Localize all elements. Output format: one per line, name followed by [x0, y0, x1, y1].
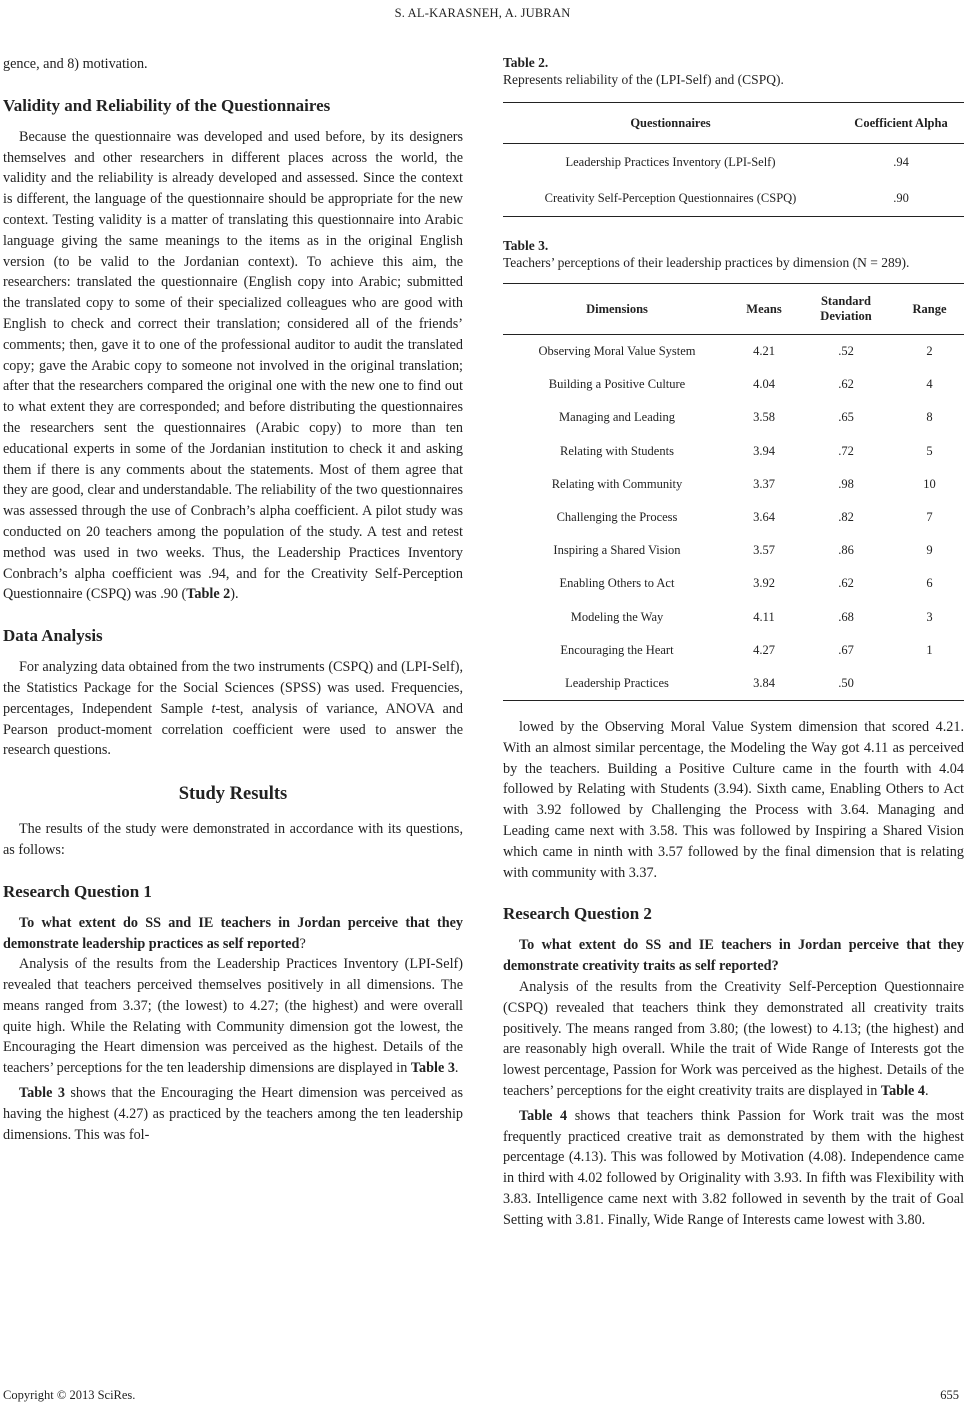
rq2-question-text: To what extent do SS and IE teachers in Jordan perceive that they demonstrate creativity traits as self reported?: [503, 937, 964, 975]
rq2-paragraph-1: [503, 977, 964, 1102]
table-row: [503, 401, 964, 434]
validity-paragraph: [3, 127, 463, 605]
table3-cell: .72: [838, 443, 854, 458]
table3-cell: Inspiring a Shared Vision: [553, 543, 681, 558]
table3-body: [503, 335, 964, 701]
table3-cell: Challenging the Process: [556, 510, 678, 525]
table3-cell: 3.64: [753, 510, 775, 525]
table2-cell: .94: [893, 154, 909, 169]
table3-cell: 3.37: [753, 476, 775, 491]
table3-cell: Leadership Practices: [565, 675, 669, 690]
table-row: [503, 667, 964, 701]
table3-cell: 6: [926, 576, 933, 591]
intro-end: gence, and 8) motivation.: [3, 56, 148, 72]
table3-cell: 3: [926, 609, 933, 624]
rq2-question: [503, 935, 964, 977]
table4-ref-link-2[interactable]: Table 4: [519, 1107, 568, 1124]
rq1-question-mark: ?: [299, 935, 306, 952]
table3-cell: 4.11: [753, 609, 775, 624]
table3-cell: .98: [838, 476, 854, 491]
rq1-paragraph-2: [3, 1083, 463, 1145]
table3-cell: Relating with Students: [560, 443, 674, 458]
table3-header: Dimensions: [586, 301, 648, 316]
table2-label: Table 2.: [503, 55, 549, 70]
rq1-continuation: lowed by the Observing Moral Value System dimension that scored 4.21. With an almost similar percentage, the Modeling the Way got 4.11 as perceived by the teachers. Building a Positive Culture came in the fourth with 4.04 followed by Relating with Students (3.94). Sixth came, Enabling Others to Act with 3.92 followed by Challenging the Process with 3.64. Managing and Leading came next with 3.58. This was followed by Inspiring a Shared Vision which came in ninth with 3.57 followed by the final dimension that is relating with community with 3.37.: [503, 719, 964, 881]
rq2-p2-text: shows that teachers think Passion for Work trait was the most frequently practiced creative trait as demonstrated by them with the highest percentage (4.13). This was followed by Motivation (4.08). Independence came in third with 4.02 followed by Originality with 3.93. In fifth was Flexibility with 3.83. Intelligence came next with 3.82 followed in seventh by the trait of Goal Setting with 3.81. Finally, Wide Range of Interests came lowest with 3.80.: [503, 1107, 965, 1228]
rq1-paragraph-1: [3, 954, 463, 1079]
analysis-heading: Data Analysis: [3, 626, 103, 646]
table3-cell: 3.57: [753, 543, 775, 558]
validity-heading: Validity and Reliability of the Questionnaires: [3, 95, 331, 115]
table-row: [503, 501, 964, 534]
analysis-body-b: -test, analysis of variance, ANOVA and Pearson product-moment correlation coefficient were used to answer the research questions.: [3, 700, 463, 759]
table-row: [503, 567, 964, 600]
table3-cell: Enabling Others to Act: [559, 576, 675, 591]
table3-cell: Observing Moral Value System: [538, 344, 696, 359]
rq1-question: [3, 913, 463, 955]
table3-cell: 5: [926, 443, 933, 458]
left-column: [3, 46, 463, 1145]
table3-cell: 3.58: [753, 410, 775, 425]
table3-cell: 1: [926, 642, 933, 657]
table3-cell: 2: [926, 344, 933, 359]
table3-cell: 4.04: [753, 377, 775, 392]
table-row: [503, 368, 964, 401]
table3-cell: Relating with Community: [551, 476, 683, 491]
rq1-question-text: To what extent do SS and IE teachers in Jordan perceive that they demonstrate leadership practices as self reported: [3, 914, 463, 952]
table3-cell: [895, 667, 964, 701]
table3-cell: 8: [926, 410, 933, 425]
table-row: [503, 144, 964, 181]
table-row: [503, 634, 964, 667]
rq1-p2-text: shows that the Encouraging the Heart dimension was perceived as having the highest (4.27) as practiced by the teachers among the ten leadership dimensions. This was fol-: [3, 1085, 463, 1143]
table3-cell: .82: [838, 510, 854, 525]
table3: [503, 283, 964, 701]
table3-cell: Modeling the Way: [570, 609, 664, 624]
footer-page-number: 655: [940, 1388, 959, 1402]
table3-header: Means: [746, 301, 782, 316]
table3-header: Standard Deviation: [820, 294, 872, 323]
rq2-paragraph-2: [503, 1106, 964, 1231]
table3-cell: .67: [838, 642, 854, 657]
table3-ref-link-2[interactable]: Table 3: [19, 1085, 65, 1102]
results-heading: Study Results: [178, 784, 288, 805]
analysis-paragraph: [3, 657, 463, 761]
table3-cell: 9: [926, 543, 933, 558]
table3-cell: 3.92: [753, 576, 775, 591]
table4-ref-link[interactable]: Table 4: [880, 1083, 925, 1100]
table3-ref-link[interactable]: Table 3: [410, 1060, 455, 1077]
table-row: [503, 468, 964, 501]
table3-cell: .86: [838, 543, 854, 558]
analysis-body-a: For analyzing data obtained from the two instruments (CSPQ) and (LPI-Self), the Statistics Package for the Social Sciences (SPSS) was used. Frequencies, percentages, Independent Sample: [3, 659, 463, 717]
table3-cell: Building a Positive Culture: [548, 377, 686, 392]
table3-cell: .62: [838, 576, 854, 591]
table-row: [503, 180, 964, 217]
running-head: S. AL-KARASNEH, A. JUBRAN: [394, 6, 571, 20]
rq2-heading: Research Question 2: [503, 904, 652, 924]
rq2-p1-text: Analysis of the results from the Creativity Self-Perception Questionnaire (CSPQ) revealed that teachers think they demonstrated all creativity traits positively. The means ranged from 3.80; (the lowest) to 4.13; (the highest) and are reasonably high overall. While the trait of Wide Range of Interests got the lowest percentage, Passion for Work was perceived as the highest. Details of the teachers’ perceptions for the eight creativity traits are displayed in: [503, 979, 964, 1100]
rq1-p1-end: .: [454, 1060, 459, 1077]
footer-copyright: Copyright © 2013 SciRes.: [3, 1388, 136, 1402]
table3-cell: 3.84: [753, 675, 775, 690]
results-paragraph: The results of the study were demonstrated in accordance with its questions, as follows:: [3, 821, 463, 858]
table2-header: Questionnaires: [630, 115, 711, 130]
table2-cell: Leadership Practices Inventory (LPI-Self): [565, 154, 776, 169]
analysis-italic-t: t: [211, 700, 216, 717]
table3-caption: Teachers’ perceptions of their leadership practices by dimension (N = 289).: [503, 255, 910, 270]
table3-header: Range: [912, 301, 947, 316]
table2-caption: Represents reliability of the (LPI-Self) and (CSPQ).: [503, 72, 784, 87]
table3-cell: .50: [838, 675, 854, 690]
table2-cell: .90: [893, 190, 909, 205]
table-row: [503, 335, 964, 369]
validity-body-close: ).: [230, 586, 239, 603]
table2-cell: Creativity Self-Perception Questionnaires (CSPQ): [544, 190, 797, 205]
table-row: [503, 534, 964, 567]
table3-cell: .52: [838, 344, 854, 359]
table3-cell: 4: [926, 377, 933, 392]
table3-cell: 4.21: [753, 344, 775, 359]
table3-cell: 3.94: [753, 443, 775, 458]
table3-cell: Managing and Leading: [559, 410, 675, 425]
table-row: [503, 601, 964, 634]
validity-body: Because the questionnaire was developed and used before, by its designers themselves and other researchers in different places across the world, the validity and the reliability is already developed and assessed. Since the context is different, the language of the questionnaire should be appropriate for the new context. Testing validity is a matter of translating this questionnaire into Arabic language giving the same meanings to the items as in the original English version (to be valid to the Jordanian context). To achieve this aim, the researchers: translated the questionnaire (English copy into Arabic; submitted the translated copy to some of their specialized colleagues who are good with English to check and correct their translation; considered all of the friends’ comments; then, gave it to one of the professional auditor to audit the translated copy; gave the Arabic copy to someone not involved in the original translation; after that the researchers compared the original one with the new one to find out to what extent they are corresponded; and before distributing the questionnaires the researchers sent the questionnaires (Arabic copy) to more than ten educational experts in some of the Jordanian institution to check it and asking them if there is any comments about the statements. Most of them agree that they are good, clear and understandable. The reliability of the two questionnaires was assessed through the use of Conbrach’s alpha coefficient. A pilot study was conducted on 20 teachers among the population of the study. A test and retest method was used in two weeks. Thus, the Leadership Practices Inventory Conbrach’s alpha coefficient was .94, and for the Creativity Self-Perception Questionnaire (CSPQ) was .90 (: [3, 128, 463, 603]
table3-cell: Encouraging the Heart: [560, 642, 674, 657]
rq1-p1-text: Analysis of the results from the Leadership Practices Inventory (LPI-Self) revealed that teachers perceived themselves positively in all dimensions. The means ranged from 3.37; (the lowest) to 4.27; (the highest) and were overall quite high. While the Relating with Community dimension got the lowest, the Encouraging the Heart dimension was perceived as the highest. Details of the teachers’ perceptions for the ten leadership dimensions are displayed in: [3, 956, 463, 1077]
rq1-heading: Research Question 1: [3, 881, 152, 901]
table3-cell: 4.27: [753, 642, 775, 657]
right-column: [503, 46, 964, 1231]
table3-cell: 7: [926, 510, 933, 525]
table3-label: Table 3.: [503, 238, 549, 253]
table3-cell: .68: [838, 609, 854, 624]
table2-ref-link[interactable]: Table 2: [186, 586, 231, 603]
table3-cell: 10: [923, 476, 936, 491]
table2-header: Coefficient Alpha: [854, 115, 948, 130]
table3-cell: .65: [838, 410, 854, 425]
rq2-p1-end: .: [924, 1083, 929, 1100]
table2: [503, 102, 964, 217]
table-row: [503, 435, 964, 468]
table3-cell: .62: [838, 377, 854, 392]
